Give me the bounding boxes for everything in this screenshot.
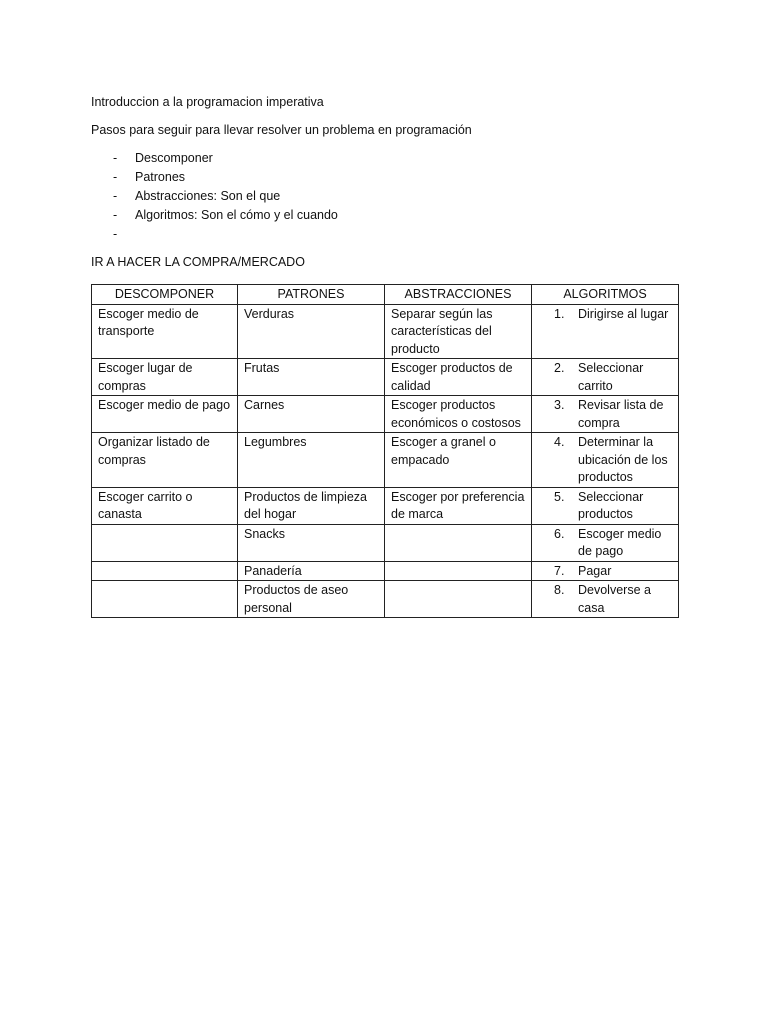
cell-descomponer: Escoger medio de pago <box>92 396 238 433</box>
cell-descomponer: Escoger carrito o canasta <box>92 487 238 524</box>
cell-algoritmo <box>532 433 679 488</box>
table-row <box>92 487 679 524</box>
cell-abstracciones: Separar según las características del producto <box>385 304 532 359</box>
algorithm-number: 8. <box>554 583 565 597</box>
step-text: Patrones <box>135 170 186 184</box>
list-item <box>91 149 681 168</box>
cell-patrones: Productos de limpieza del hogar <box>238 487 385 524</box>
algorithm-number: 1. <box>554 306 565 321</box>
cell-algoritmo <box>532 561 679 581</box>
header-algoritmos: ALGORITMOS <box>532 285 679 305</box>
table-row <box>92 433 679 488</box>
bullet-dash: - <box>113 189 118 203</box>
algorithm-text: Seleccionar productos <box>578 489 644 521</box>
cell-patrones: Verduras <box>238 304 385 359</box>
step-text: Descomponer <box>135 151 213 165</box>
algorithm-text: Seleccionar carrito <box>578 361 644 393</box>
step-text: Algoritmos: Son el cómo y el cuando <box>135 208 338 222</box>
cell-descomponer <box>92 524 238 561</box>
cell-abstracciones: Escoger productos económicos o costosos <box>385 396 532 433</box>
cell-descomponer: Escoger medio de transporte <box>92 304 238 359</box>
algorithm-number: 5. <box>554 489 565 504</box>
cell-abstracciones: Escoger por preferencia de marca <box>385 487 532 524</box>
cell-descomponer: Escoger lugar de compras <box>92 359 238 396</box>
list-item <box>91 206 681 225</box>
algorithm-text: Revisar lista de compra <box>578 398 664 430</box>
cell-patrones: Frutas <box>238 359 385 396</box>
algorithm-number: 6. <box>554 526 565 541</box>
cell-abstracciones <box>385 581 532 618</box>
algorithm-number: 2. <box>554 361 565 375</box>
algorithm-number: 3. <box>554 398 565 412</box>
step-text: Abstracciones: Son el que <box>135 189 281 203</box>
algorithm-text: Pagar <box>578 563 612 578</box>
table-row <box>92 581 679 618</box>
cell-patrones: Productos de aseo personal <box>238 581 385 618</box>
algorithm-text: Escoger medio de pago <box>578 526 662 558</box>
header-abstracciones: ABSTRACCIONES <box>385 285 532 305</box>
algorithm-number: 7. <box>554 563 565 578</box>
list-item <box>91 187 681 206</box>
bullet-dash: - <box>113 208 118 222</box>
header-descomponer: DESCOMPONER <box>92 285 238 305</box>
cell-abstracciones <box>385 561 532 581</box>
cell-patrones: Snacks <box>238 524 385 561</box>
algorithm-text: Dirigirse al lugar <box>578 306 669 321</box>
table-row <box>92 524 679 561</box>
cell-algoritmo <box>532 396 679 433</box>
list-item <box>91 225 681 244</box>
bullet-dash: - <box>113 170 118 184</box>
cell-abstracciones <box>385 524 532 561</box>
cell-patrones: Legumbres <box>238 433 385 488</box>
cell-patrones: Carnes <box>238 396 385 433</box>
bullet-dash: - <box>113 227 118 241</box>
cell-descomponer: Organizar listado de compras <box>92 433 238 488</box>
cell-algoritmo <box>532 359 679 396</box>
table-row <box>92 396 679 433</box>
table-row <box>92 304 679 359</box>
list-item <box>91 168 681 187</box>
algorithm-number: 4. <box>554 435 565 449</box>
cell-algoritmo <box>532 304 679 359</box>
algorithm-text: Devolverse a casa <box>578 583 651 615</box>
section-title: IR A HACER LA COMPRA/MERCADO <box>91 255 305 269</box>
table-header-row <box>92 285 679 305</box>
table-row <box>92 359 679 396</box>
steps-list <box>91 149 681 244</box>
shopping-table <box>91 284 679 618</box>
cell-patrones: Panadería <box>238 561 385 581</box>
header-patrones: PATRONES <box>238 285 385 305</box>
document-subtitle: Pasos para seguir para llevar resolver un problema en programación <box>91 123 472 137</box>
bullet-dash: - <box>113 151 118 165</box>
document-page <box>91 92 681 615</box>
table-row <box>92 561 679 581</box>
algorithm-text: Determinar la ubicación de los productos <box>578 435 668 484</box>
cell-abstracciones: Escoger productos de calidad <box>385 359 532 396</box>
cell-descomponer <box>92 581 238 618</box>
cell-algoritmo <box>532 581 679 618</box>
cell-algoritmo <box>532 524 679 561</box>
cell-algoritmo <box>532 487 679 524</box>
cell-descomponer <box>92 561 238 581</box>
cell-abstracciones: Escoger a granel o empacado <box>385 433 532 488</box>
document-title: Introduccion a la programacion imperativa <box>91 95 324 109</box>
